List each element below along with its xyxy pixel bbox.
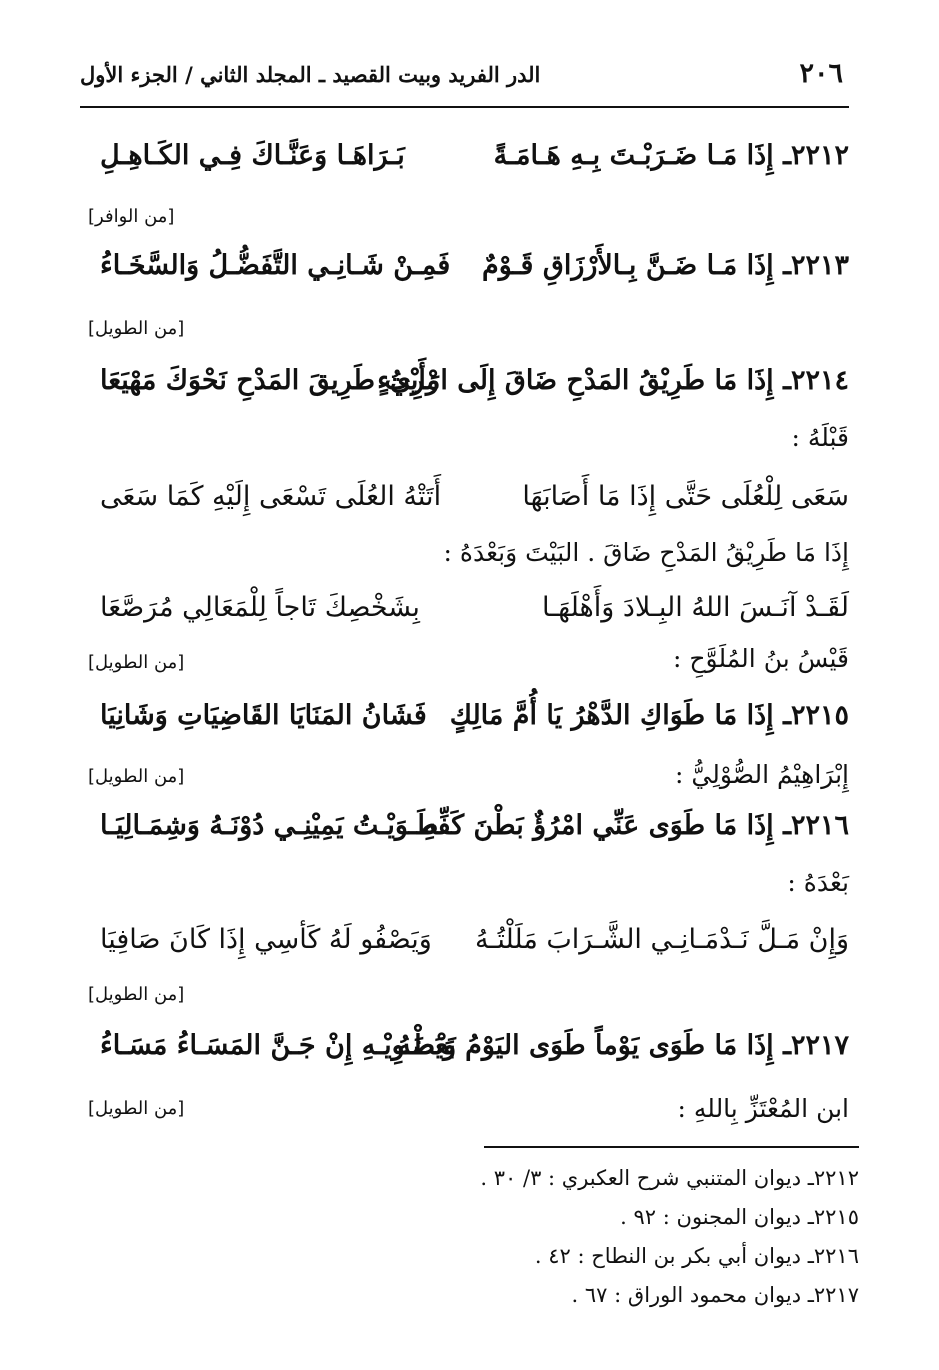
page-number: ٢٠٦ <box>799 58 843 89</box>
verse-second-hemistich: أَتَتْهُ العُلَى تَسْعَى إِلَيْهِ كَمَا سَعَى <box>100 481 442 512</box>
meter-label: [من الطويل] <box>88 984 185 1005</box>
note-qablahu: قَبْلَهُ : <box>791 423 849 452</box>
verse-2215 <box>100 700 849 744</box>
verse-first-hemistich: ٢٢١٧ـ إِذَا مَا طَوَى يَوْماً طَوَى اليَوْمُ بَعْضَهُ <box>397 1030 849 1061</box>
verse-2214 <box>100 365 849 409</box>
verse-2216 <box>100 810 849 854</box>
page-header <box>80 56 849 100</box>
verse-first-hemistich: ٢٢١٦ـ إِذَا مَا طَوَى عَنِّي امْرُؤٌ بَطْنَ كَفِّهِ <box>423 810 849 841</box>
verse-first-hemistich: ٢٢١٢ـ إِذَا مَـا ضَـرَبْـتَ بِـهِ هَـامَـةً <box>493 140 849 171</box>
note-attribution: قَيْسُ بنُ المُلَوَّحِ : <box>673 644 849 673</box>
header-rule <box>80 106 849 108</box>
footnote: ٢٢١٦ـ ديوان أبي بكر بن النطاح : ٤٢ . <box>534 1244 859 1268</box>
note-prose: إِذَا مَا طَرِيْقُ المَدْحِ ضَاقَ . البَيْتَ وَبَعْدَهُ : <box>443 538 849 567</box>
verse-extra-3 <box>100 924 849 968</box>
footnote: ٢٢١٢ـ ديوان المتنبي شرح العكبري : ٣/ ٣٠ . <box>480 1166 859 1190</box>
verse-second-hemistich: وَيَصْفُو لَهُ كَأسِي إِذَا كَانَ صَافِيَا <box>100 924 432 955</box>
verse-extra-1 <box>100 481 849 525</box>
verse-second-hemistich: بِشَخْصِكَ تَاجاً لِلْمَعَالِي مُرَصَّعَا <box>100 592 420 623</box>
verse-2212 <box>100 140 849 184</box>
verse-second-hemistich: طَـوَيْـتُ يَمِيْنِـي دُوْنَـهُ وَشِمَـالِيَـا <box>100 810 439 841</box>
footnote: ٢٢١٧ـ ديوان محمود الوراق : ٦٧ . <box>571 1283 859 1307</box>
verse-second-hemistich: بَـرَاهَـا وَعَنَّـاكَ فِـي الكَـاهِـلِ <box>100 140 405 171</box>
verse-2213 <box>100 250 849 294</box>
verse-second-hemistich: رَأَيْتُ طَرِيقَ المَدْحِ نَحْوَكَ مَهْيَعَا <box>100 365 439 396</box>
meter-label: [من الطويل] <box>88 1098 185 1119</box>
verse-first-hemistich: وَإِنْ مَـلَّ نَـدْمَـانِـي الشَّـرَابَ مَلَلْتُـهُ <box>474 924 849 955</box>
verse-second-hemistich: فَمِـنْ شَـانِـي التَّفَضُّـلُ وَالسَّخَـاءُ <box>100 250 451 281</box>
verse-2217 <box>100 1030 849 1074</box>
verse-extra-2 <box>100 592 849 636</box>
note-badahu: بَعْدَهُ : <box>787 868 849 897</box>
verse-first-hemistich: سَعَى لِلْعُلَى حَتَّى إِذَا مَا أَصَابَهَا <box>522 481 849 512</box>
meter-label: [من الطويل] <box>88 318 185 339</box>
meter-label: [من الطويل] <box>88 766 185 787</box>
footnote: ٢٢١٥ـ ديوان المجنون : ٩٢ . <box>620 1205 859 1229</box>
note-attribution: إِبْرَاهِيْمُ الصُّوْلِيُّ : <box>675 760 849 789</box>
running-title: الدر الفريد وبيت القصيد ـ المجلد الثاني / الجزء الأول <box>80 62 541 87</box>
note-attribution: ابن المُعْتَزِّ بِاللهِ : <box>677 1094 849 1123</box>
meter-label: [من الوافر] <box>88 206 175 227</box>
verse-second-hemistich: فَشَانُ المَنَايَا القَاضِيَاتِ وَشَانِيَا <box>100 700 427 731</box>
verse-first-hemistich: ٢٢١٥ـ إِذَا مَا طَوَاكِ الدَّهْرُ يَا أُمَّ مَالِكٍ <box>449 700 849 731</box>
verse-first-hemistich: لَقَـدْ آنَـسَ اللهُ البِـلادَ وَأَهْلَهَـا <box>541 592 849 623</box>
footnote-rule <box>484 1146 859 1148</box>
verse-first-hemistich: ٢٢١٣ـ إِذَا مَـا ضَـنَّ بِـالأَرْزَاقِ قَـوْمٌ <box>481 250 849 281</box>
verse-second-hemistich: وَيَطْـوِيْـهِ إِنْ جَـنَّ المَسَـاءُ مَسَـاءُ <box>100 1030 457 1061</box>
verse-first-hemistich: ٢٢١٤ـ إِذَا مَا طَرِيْقُ المَدْحِ ضَاقَ إِلَى امْرِيءٍ <box>377 365 849 396</box>
meter-label: [من الطويل] <box>88 652 185 673</box>
